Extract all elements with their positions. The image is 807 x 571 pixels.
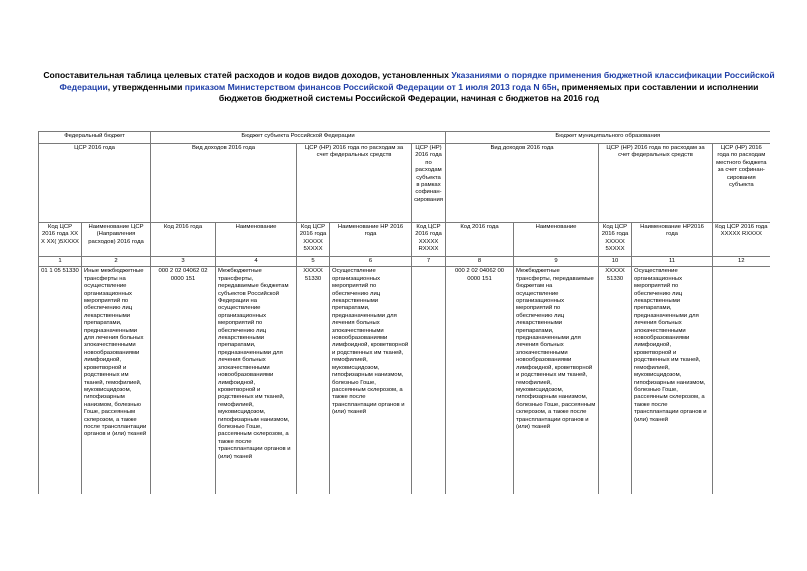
column-number: 8 [446, 257, 514, 267]
title-text-1: Сопоставительная таблица целевых статей расходов и кодов видов доходов, установленных [43, 70, 452, 80]
column-header: Наименование ЦСР (Направления расходов) 2016 года [82, 223, 151, 257]
subject-income-name: Межбюджетные трансферты, передаваемые бюджетам субъектов Российской Федерации на осуществление организационных мероприятий по обеспечению лиц лекарственными препаратами, предназначенными для лечения больных злокачественными новообразованиями лимфоидной, кроветворной и родственных им тканей, гемофилией, муковисцидозом, гипофизарным нанизмом, болезнью Гоше, рассеянным склерозом, а также после трансплантации органов и (или) тканей [216, 267, 297, 495]
column-header: Наименование [514, 223, 599, 257]
muni-income-code: 000 2 02 04062 00 0000 151 [446, 267, 514, 495]
muni-cofin-header: ЦСР (НР) 2016 года по расходам местного бюджета за счет софинан-сирования субъекта [713, 144, 770, 223]
subject-csr-code: XXXXX 51330 [297, 267, 330, 495]
column-header-row [39, 223, 770, 257]
comparison-table [38, 131, 770, 494]
subject-income-code: 000 2 02 04062 02 0000 151 [151, 267, 216, 495]
column-header: Код ЦСР 2016 года XXXXX 5XXXX [297, 223, 330, 257]
column-number: 10 [599, 257, 632, 267]
subject-nr-header: ЦСР (НР) 2016 года по расходам за счет федеральных средств [297, 144, 412, 223]
subject-budget-header: Бюджет субъекта Российской Федерации [151, 132, 446, 144]
muni-income-header: Вид доходов 2016 года [446, 144, 599, 223]
column-header: Наименование [216, 223, 297, 257]
document-title [38, 70, 780, 105]
municipal-budget-header: Бюджет муниципального образования [446, 132, 770, 144]
column-number: 2 [82, 257, 151, 267]
muni-income-name: Межбюджетные трансферты, передаваемые бюджетам на осуществление организационных мероприятий по обеспечению лиц лекарственными препаратами, предназначенными для лечения больных злокачественными новообразованиями лимфоидной, кроветворной и родственных им тканей, гемофилией, муковисцидозом, гипофизарным нанизмом, болезнью Гоше, рассеянным склерозом, а также после трансплантации органов и (или) тканей [514, 267, 599, 495]
column-header: Код ЦСР 2016 года XXXXX 5XXXX [599, 223, 632, 257]
muni-csr-code: XXXXX 51330 [599, 267, 632, 495]
federal-csr-header: ЦСР 2016 года [39, 144, 151, 223]
title-text-3: , применяемых при составлении и исполнении бюджетов бюджетной системы Российской Федерации, начиная с бюджетов на 2016 год [218, 81, 759, 103]
federal-budget-header: Федеральный бюджет [39, 132, 151, 144]
guidelines-link[interactable]: Указаниями о порядке применения бюджетной классификации Российской Федерации [59, 70, 775, 92]
column-header: Код 2016 года [151, 223, 216, 257]
column-header: Наименование НР2016 года [632, 223, 713, 257]
subgroup-header-row [39, 144, 770, 223]
subject-nr-name: Осуществление организационных мероприятий по обеспечению лиц лекарственными препаратами, предназначенными для лечения больных злокачественными новообразованиями лимфоидной, кроветворной и родственных им тканей, гемофилией, муковисцидозом, гипофизарным нанизмом, болезнью Гоше, рассеянным склерозом, а также после трансплантации органов и (или) тканей [330, 267, 412, 495]
column-header: Код ЦСР 2016 года XXXXX RXXXX [713, 223, 770, 257]
table-row [39, 267, 770, 495]
muni-cofin-code [713, 267, 770, 495]
muni-nr-name: Осуществление организационных мероприятий по обеспечению лиц лекарственными препаратами, предназначенными для лечения больных злокачественными новообразованиями лимфоидной, кроветворной и родственных им тканей, гемофилией, муковисцидозом, гипофизарным нанизмом, болезнью Гоше, рассеянным склерозом, а также после трансплантации органов и (или) тканей [632, 267, 713, 495]
column-header: Код ЦСР 2016 года XXXXX RXXXX [412, 223, 446, 257]
column-number: 6 [330, 257, 412, 267]
title-text-2: , утвержденными [107, 81, 185, 92]
column-number: 4 [216, 257, 297, 267]
subject-income-header: Вид доходов 2016 года [151, 144, 297, 223]
column-number: 11 [632, 257, 713, 267]
column-header: Код 2016 года [446, 223, 514, 257]
column-number: 1 [39, 257, 82, 267]
federal-csr-code: 01 1 05 51330 [39, 267, 82, 495]
column-number: 12 [713, 257, 770, 267]
column-number: 3 [151, 257, 216, 267]
subject-cofin-header: ЦСР (НР) 2016 года по расходам субъекта в рамках софинан-сирования [412, 144, 446, 223]
order-link[interactable]: приказом Министерством финансов Российской Федерации от 1 июля 2013 года N 65н [184, 81, 557, 92]
subject-cofin-code [412, 267, 446, 495]
group-header-row [39, 132, 770, 144]
column-number: 5 [297, 257, 330, 267]
column-header: Наименование НР 2016 года [330, 223, 412, 257]
muni-nr-header: ЦСР (НР) 2016 года по расходам за счет федеральных средств [599, 144, 713, 223]
column-number-row [39, 257, 770, 267]
column-number: 7 [412, 257, 446, 267]
column-number: 9 [514, 257, 599, 267]
federal-csr-name: Иные межбюджетные трансферты на осуществление организационных мероприятий по обеспечению лиц лекарственными препаратами, предназначенными для лечения больных злокачественными новообразованиями лимфоидной, кроветворной и родственных им тканей, гемофилией, муковисцидозом, гипофизарным нанизмом, болезнью Гоше, рассеянным склерозом, а также после трансплантации органов и (или) тканей [82, 267, 151, 495]
column-header: Код ЦСР 2016 года XX X XX( )5XXXX [39, 223, 82, 257]
